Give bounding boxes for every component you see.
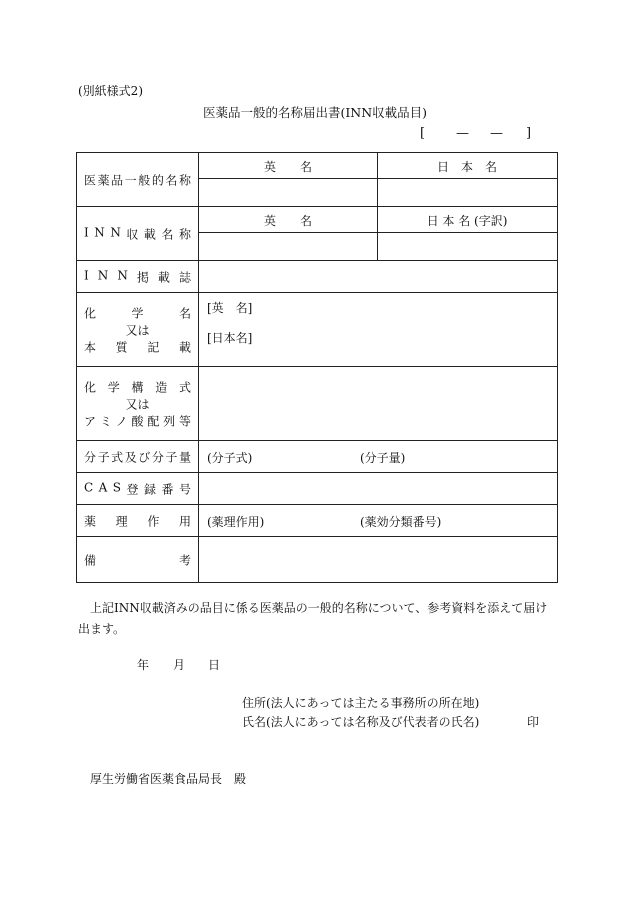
remarks-input[interactable] [199, 537, 557, 582]
chemical-name-english-label: [英 名] [207, 301, 253, 315]
row-chemical-name [77, 292, 557, 366]
row-generic-name [77, 153, 557, 206]
chemical-structure-input[interactable] [199, 367, 557, 440]
submission-statement: 上記INN収載済みの品目に係る医薬品の一般的名称について、参考資料を添えて届け出ます。 [78, 601, 548, 636]
row-cas [77, 472, 557, 504]
chemical-name-label: 化 学 名 [84, 306, 191, 320]
form-type-label: (別紙様式2) [78, 84, 143, 98]
date-day: 日 [208, 658, 221, 672]
pharmacology-input[interactable] [199, 505, 557, 536]
row-chemical-structure [77, 366, 557, 440]
inn-journal-input[interactable] [199, 261, 557, 292]
inn-name-japanese-input[interactable] [378, 233, 557, 260]
generic-name-label: 医 薬 品 一 般 的 名 称 [84, 173, 191, 187]
generic-name-english-input[interactable] [199, 179, 377, 206]
inn-name-japanese-header: 日 本 名 (字訳) [426, 214, 508, 228]
inn-name-label: I N N 収 載 名 称 [84, 225, 191, 241]
document-title: 医薬品一般的名称届出書(INN収載品目) [202, 105, 428, 120]
number-left-bracket: [ [420, 126, 426, 141]
number-dash-1: — [456, 126, 469, 141]
molecular-weight-label: (分子量) [360, 451, 406, 465]
pharmacological-action-label: (薬理作用) [207, 515, 265, 529]
molecular-input[interactable] [199, 441, 557, 472]
cas-label: C A S 登 録 番 号 [84, 480, 191, 496]
row-inn-name [77, 206, 557, 260]
chemical-name-input[interactable] [199, 293, 557, 366]
generic-name-japanese-header: 日 本 名 [436, 160, 497, 174]
molecular-label: 分 子 式 及 び 分 子 量 [84, 450, 191, 464]
address-label: 住所(法人にあっては主たる事務所の所在地) [242, 696, 480, 710]
name-label: 氏名(法人にあっては名称及び代表者の氏名) [242, 715, 480, 729]
amino-acid-sequence-label: ア ミ ノ 酸 配 列 等 [84, 414, 191, 428]
inn-journal-label: I N N 掲 載 誌 [84, 268, 191, 284]
number-right-bracket: ] [526, 126, 532, 141]
remarks-label: 備 考 [84, 553, 191, 567]
date-year: 年 [137, 658, 150, 672]
row-remarks [77, 536, 557, 582]
seal-mark: 印 [527, 715, 540, 729]
generic-name-japanese-input[interactable] [378, 179, 557, 206]
date-month: 月 [173, 658, 186, 672]
row-molecular [77, 440, 557, 472]
chemical-structure-or-label: 又は [125, 397, 150, 411]
row-inn-journal [77, 260, 557, 292]
addressee: 厚生労働省医薬食品局長 殿 [90, 772, 247, 786]
substance-description-label: 本 質 記 載 [84, 340, 191, 354]
number-dash-2: — [490, 126, 503, 141]
inn-name-english-header: 英 名 [263, 214, 312, 228]
chemical-name-japanese-label: [日本名] [207, 331, 253, 345]
generic-name-english-header: 英 名 [263, 160, 312, 174]
row-pharmacology [77, 504, 557, 536]
cas-input[interactable] [199, 473, 557, 504]
inn-name-english-input[interactable] [199, 233, 377, 260]
chemical-name-or-label: 又は [125, 323, 150, 337]
therapeutic-classification-label: (薬効分類番号) [360, 515, 442, 529]
molecular-formula-label: (分子式) [207, 451, 253, 465]
pharmacology-label: 薬 理 作 用 [84, 514, 191, 528]
chemical-structure-label: 化 学 構 造 式 [84, 380, 191, 394]
notification-form-table [76, 152, 558, 583]
